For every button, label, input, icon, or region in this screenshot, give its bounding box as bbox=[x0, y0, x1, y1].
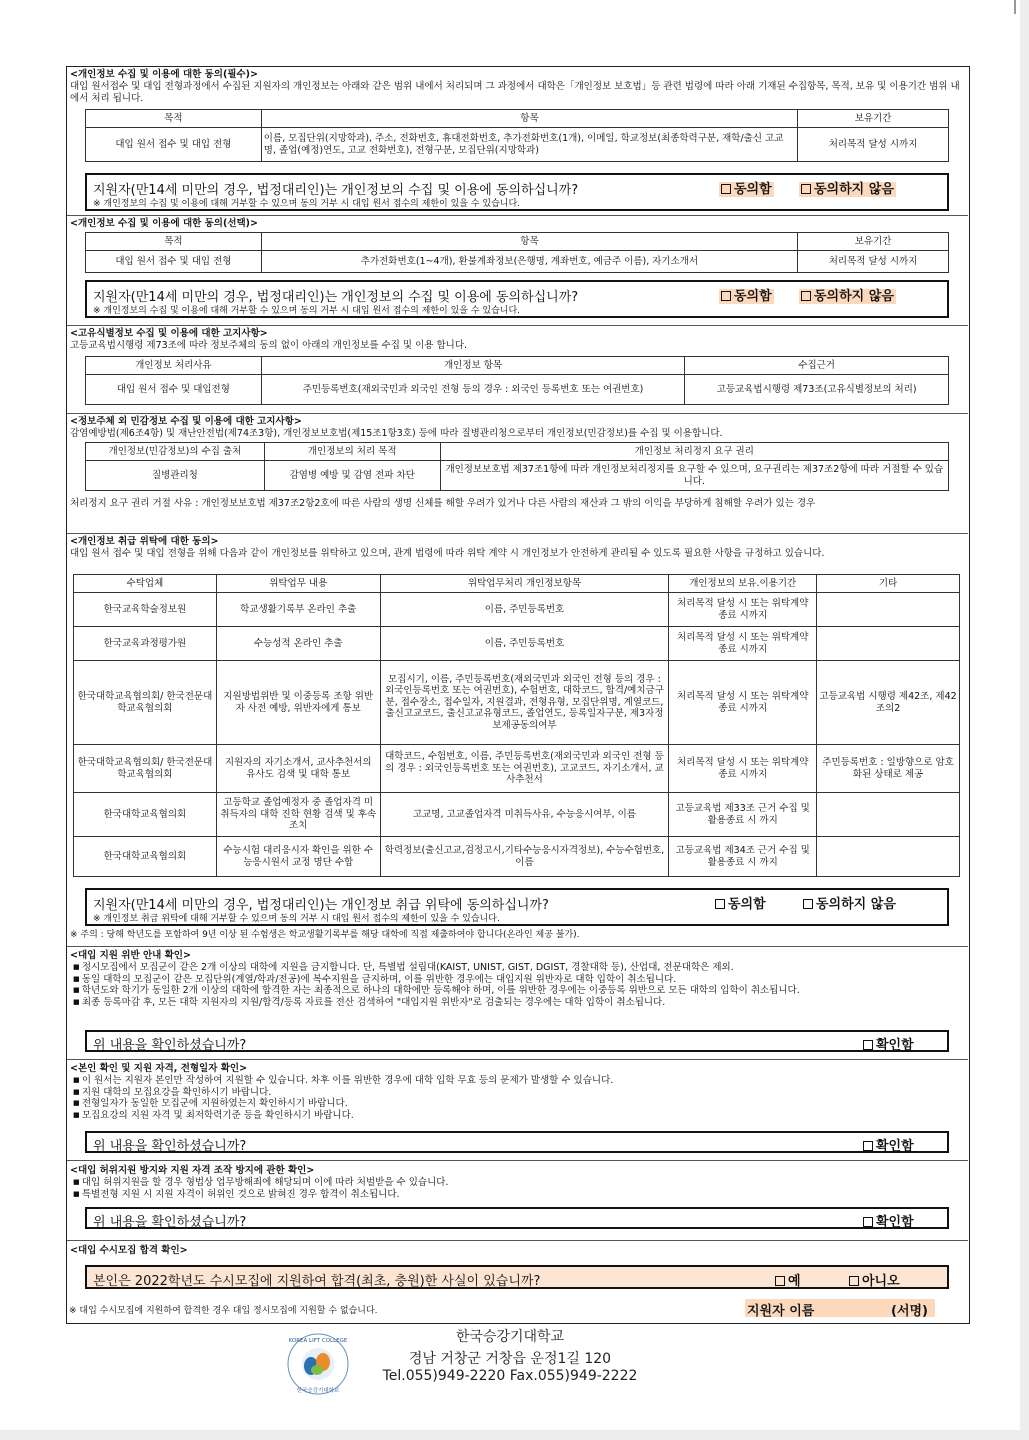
applicant-name-label: 지원자 이름 bbox=[747, 1304, 815, 1319]
table-cell: 대입 원서 접수 및 대입 전형 bbox=[86, 251, 262, 273]
table-header: 수집근거 bbox=[685, 357, 949, 375]
table-header: 항목 bbox=[261, 110, 797, 128]
section-title: <본인 확인 및 지원 자격, 전형일자 확인> bbox=[70, 1063, 248, 1074]
confirm-box bbox=[85, 1131, 949, 1153]
table-cell: 고등학교 졸업예정자 중 졸업자격 미취득자의 대학 진학 현황 검색 및 후속조치 bbox=[216, 793, 380, 837]
table-cell: 처리목적 달성 시 또는 위탁계약 종료 시까지 bbox=[669, 745, 817, 793]
section-intro: 대입 원서접수 및 대입 전형과정에서 수집된 지원자의 개인정보는 아래와 같은 범위 내에서 처리되며 그 과정에서 대학은「개인정보 보호법」등 관련 법령에 따라 아래 기재된 수집항목, 목적, 보유 및 이용기간 범위 내에서 처리 됩니다. bbox=[70, 81, 960, 104]
disagree-option[interactable]: 동의하지 않음 bbox=[799, 178, 896, 197]
table-cell bbox=[817, 627, 960, 661]
table-cell bbox=[817, 593, 960, 627]
list-item: ■ 최종 등록마감 후, 모든 대학 지원자의 지원/합격/등록 자료를 전산 검색하여 "대입지원 위반자"로 검출되는 경우에는 대학 입학이 취소됩니다. bbox=[67, 997, 968, 1009]
table-row bbox=[74, 745, 960, 793]
consent-question-box bbox=[85, 888, 949, 926]
table-cell: 한국대학교육협의회/ 한국전문대학교육협의회 bbox=[74, 745, 217, 793]
table-header: 목적 bbox=[86, 233, 262, 251]
section-false-application bbox=[67, 1161, 968, 1241]
agree-checkbox[interactable] bbox=[715, 899, 725, 909]
table-cell: 처리목적 달성 시 또는 위탁계약 종료 시까지 bbox=[669, 661, 817, 745]
section-violation-notice bbox=[67, 947, 968, 1060]
consent-note: ※ 개인정보의 수집 및 이용에 대해 거부할 수 있으며 동의 거부 시 대입 원서 접수의 제한이 있을 수 있습니다. bbox=[93, 306, 521, 316]
section-title: <개인정보 취급 위탁에 대한 동의> bbox=[70, 536, 219, 547]
agree-checkbox[interactable] bbox=[721, 291, 731, 301]
section-intro: 고등교육법시행령 제73조에 따라 정보주체의 동의 없이 아래의 개인정보를 수집 및 이용 합니다. bbox=[70, 340, 468, 351]
confirm-checkbox[interactable] bbox=[863, 1040, 873, 1050]
section-intro: 대입 원서 접수 및 대입 전형을 위해 다음과 같이 개인정보를 위탁하고 있으며, 관계 법령에 따라 위탁 계약 시 개인정보가 안전하게 관리될 수 있도록 필요한 사항을 규정하고 있습니다. bbox=[70, 548, 825, 559]
table-cell: 주민등록번호(재외국민과 외국인 전형 등의 경우 : 외국인 등록번호 또는 여권번호) bbox=[261, 375, 685, 405]
signature-label: (서명) bbox=[891, 1304, 928, 1319]
table-cell: 고등교육법시행령 제73조(고유식별정보의 처리) bbox=[685, 375, 949, 405]
applicant-signature-field[interactable] bbox=[745, 1299, 935, 1317]
list-item: ■ 학년도와 학기가 동일한 2개 이상의 대학에 합격한 자는 최종적으로 하나의 대학에만 등록해야 하며, 이를 위반한 경우에는 이중등록 위반으로 모든 대학의 입학이 취소됩니다. bbox=[67, 985, 965, 997]
table-cell: 학교생활기록부 온라인 추출 bbox=[216, 593, 380, 627]
confirm-option[interactable]: 확인함 bbox=[863, 1211, 914, 1230]
section-title: <개인정보 수집 및 이용에 대한 동의(선택)> bbox=[70, 218, 258, 229]
table-header: 개인정보 처리정지 요구 권리 bbox=[440, 443, 948, 461]
unique-id-table bbox=[85, 356, 949, 405]
table-header: 보유기간 bbox=[798, 233, 949, 251]
table-row bbox=[74, 837, 960, 877]
section-required-consent bbox=[67, 67, 968, 216]
table-cell: 처리목적 달성 시 또는 위탁계약 종료 시까지 bbox=[669, 627, 817, 661]
disagree-checkbox[interactable] bbox=[803, 899, 813, 909]
confirm-option[interactable]: 확인함 bbox=[863, 1034, 914, 1053]
table-cell: 수능시험 대리응시자 확인을 위한 수능응시원서 교정 명단 수합 bbox=[216, 837, 380, 877]
section-title: <정보주체 외 민감정보 수집 및 이용에 대한 고지사항> bbox=[70, 416, 302, 427]
school-name: 한국승강기대학교 bbox=[455, 1329, 565, 1345]
list-item: ■ 특별전형 지원 시 지원 자격이 허위인 것으로 밝혀진 경우 합격이 취소됩니다. bbox=[67, 1189, 968, 1201]
yes-checkbox[interactable] bbox=[775, 1276, 785, 1286]
disagree-option[interactable]: 동의하지 않음 bbox=[799, 285, 896, 304]
table-cell: 감염병 예방 및 감염 전파 차단 bbox=[264, 461, 440, 491]
consent-note: ※ 개인정보 취급 위탁에 대해 거부할 수 있으며 동의 거부 시 대입 원서 접수의 제한이 있을 수 있습니다. bbox=[93, 914, 500, 924]
table-cell: 대입 원서 접수 및 대입 전형 bbox=[86, 128, 262, 162]
section-title: <대입 지원 위반 안내 확인> bbox=[70, 950, 191, 961]
table-cell bbox=[817, 837, 960, 877]
table-row bbox=[74, 627, 960, 661]
page-edge bbox=[1014, 0, 1016, 14]
section-title: <개인정보 수집 및 이용에 대한 동의(필수)> bbox=[70, 69, 258, 80]
table-header: 항목 bbox=[261, 233, 797, 251]
table-cell: 이름, 주민등록번호 bbox=[380, 627, 669, 661]
table-cell: 이름, 주민등록번호 bbox=[380, 593, 669, 627]
table-cell bbox=[817, 793, 960, 837]
svg-text:KOREA LIFT COLLEGE: KOREA LIFT COLLEGE bbox=[288, 1338, 348, 1344]
refusal-reason: 처리정지 요구 권리 거절 사유 : 개인정보보호법 제37조2항2호에 따른 사람의 생명 신체를 해할 우려가 있거나 다른 사람의 재산과 그 밖의 이익을 부당하게 침해할 우려가 있는 경우 bbox=[70, 498, 816, 509]
consent-note: ※ 개인정보의 수집 및 이용에 대해 거부할 수 있으며 동의 거부 시 대입 원서 접수의 제한이 있을 수 있습니다. bbox=[93, 199, 521, 209]
table-cell: 한국대학교육협의회/ 한국전문대학교육협의회 bbox=[74, 661, 217, 745]
table-cell: 대학코드, 수험번호, 이름, 주민등록번호(재외국민과 외국인 전형 등의 경우 : 외국인등록번호 또는 여권번호), 고교코드, 자기소개서, 교사추천서 bbox=[380, 745, 669, 793]
consent-question: 지원자(만14세 미만의 경우, 법정대리인)는 개인정보의 수집 및 이용에 동의하십니까? bbox=[93, 183, 579, 198]
section-intro: 감염예방법(제6조4항) 및 재난안전법(제74조3항), 개인정보보호법(제15조1항3호) 등에 따라 질병관리청으로부터 개인정보(민감정보)를 수집 및 이용합니다. bbox=[70, 428, 723, 439]
confirm-checkbox[interactable] bbox=[863, 1217, 873, 1227]
table-cell: 지원자의 자기소개서, 교사추천서의 유사도 검색 및 대학 통보 bbox=[216, 745, 380, 793]
school-address: 경남 거창군 거창읍 운정1길 120 bbox=[408, 1351, 612, 1367]
outsourcing-table bbox=[73, 574, 960, 877]
table-header: 위탁업무처리 개인정보항목 bbox=[380, 575, 669, 593]
table-cell: 고교명, 고교졸업자격 미취득사유, 수능응시여부, 이름 bbox=[380, 793, 669, 837]
admission-question-box bbox=[85, 1265, 949, 1289]
consent-question: 지원자(만14세 미만의 경우, 법정대리인)는 개인정보 취급 위탁에 동의하십니까? bbox=[93, 898, 549, 913]
section-outsourcing-consent bbox=[67, 534, 968, 947]
disagree-option[interactable]: 동의하지 않음 bbox=[803, 893, 896, 912]
table-cell: 개인정보보호법 제37조1항에 따라 개인정보처리정지를 요구할 수 있으며, 요구권리는 제37조2항에 따라 거절할 수 있습니다. bbox=[440, 461, 948, 491]
required-items-table bbox=[85, 109, 949, 162]
table-header: 위탁업무 내용 bbox=[216, 575, 380, 593]
optional-items-table bbox=[85, 232, 949, 273]
section-title: <고유식별정보 수집 및 이용에 대한 고지사항> bbox=[70, 328, 268, 339]
list-item: ■ 대입 허위지원을 할 경우 형법상 업무방해죄에 해당되며 이에 따라 처벌받을 수 있습니다. bbox=[67, 1177, 968, 1189]
table-row bbox=[74, 661, 960, 745]
table-cell: 고등교육법 제34조 근거 수집 및 활용종료 시 까지 bbox=[669, 837, 817, 877]
table-cell: 처리목적 달성 시까지 bbox=[798, 251, 949, 273]
table-cell: 이름, 모집단위(지망학과), 주소, 전화번호, 휴대전화번호, 추가전화번호(1개), 이메일, 학교정보(최종학력구분, 재학/출신 고교명, 졸업(예정)연도, 고교 전화번호), 전형구분, 모집단위(지망학과) bbox=[261, 128, 797, 162]
table-header: 기타 bbox=[817, 575, 960, 593]
no-option[interactable]: 아니오 bbox=[849, 1270, 900, 1289]
table-cell: 고등교육법 시행령 제42조, 제42조의2 bbox=[817, 661, 960, 745]
no-checkbox[interactable] bbox=[849, 1276, 859, 1286]
confirm-question: 위 내용을 확인하셨습니까? bbox=[93, 1139, 247, 1154]
yes-option[interactable]: 예 bbox=[775, 1270, 801, 1289]
table-cell: 수능성적 온라인 추출 bbox=[216, 627, 380, 661]
sensitive-info-table bbox=[85, 442, 949, 491]
table-cell: 한국대학교육협의회 bbox=[74, 793, 217, 837]
confirm-box bbox=[85, 1030, 949, 1052]
list-item: ■ 모집요강의 지원 자격 및 최저학력기준 등을 확인하시기 바랍니다. bbox=[67, 1110, 968, 1122]
section-title: <대입 허위지원 방지와 지원 자격 조작 방지에 관한 확인> bbox=[70, 1165, 315, 1176]
table-cell: 질병관리청 bbox=[86, 461, 265, 491]
consent-form bbox=[66, 66, 970, 1324]
disagree-checkbox[interactable] bbox=[801, 184, 811, 194]
section-identity-check bbox=[67, 1060, 968, 1161]
table-cell: 한국교육학술정보원 bbox=[74, 593, 217, 627]
table-cell: 고등교육법 제33조 근거 수집 및 활용종료 시 까지 bbox=[669, 793, 817, 837]
table-cell: 주민등록번호 : 일방향으로 암호화된 상태로 제공 bbox=[817, 745, 960, 793]
section-early-admission-check bbox=[67, 1241, 968, 1323]
confirm-option[interactable]: 확인함 bbox=[863, 1135, 914, 1154]
table-cell: 처리목적 달성 시까지 bbox=[798, 128, 949, 162]
confirm-checkbox[interactable] bbox=[863, 1141, 873, 1151]
consent-question: 지원자(만14세 미만의 경우, 법정대리인)는 개인정보의 수집 및 이용에 동의하십니까? bbox=[93, 290, 579, 305]
table-header: 개인정보의 보유.이용기간 bbox=[669, 575, 817, 593]
confirm-box bbox=[85, 1207, 949, 1229]
disagree-checkbox[interactable] bbox=[801, 291, 811, 301]
school-contact: Tel.055)949-2220 Fax.055)949-2222 bbox=[382, 1368, 638, 1384]
consent-question-box bbox=[85, 280, 949, 318]
table-row bbox=[74, 793, 960, 837]
agree-option[interactable]: 동의함 bbox=[715, 893, 766, 912]
list-item: ■ 정시모집에서 모집군이 같은 2개 이상의 대학에 지원을 금지합니다. 단, 특별법 설립대(KAIST, UNIST, GIST, DGIST, 경찰대학 등), 산업대, 전문대학은 제외. bbox=[67, 962, 968, 974]
admission-note: ※ 대입 수시모집에 지원하여 합격한 경우 대입 정시모집에 지원할 수 없습니다. bbox=[69, 1306, 378, 1316]
list-item: ■ 동일 대학의 모집군이 같은 모집단위(계열/학과/전공)에 복수지원을 금지하며, 이를 위반한 경우에는 대입지원 위반자로 대학 입학이 취소됩니다. bbox=[67, 974, 968, 986]
list-item: ■ 이 원서는 지원자 본인만 작성하여 지원할 수 있습니다. 차후 이를 위반한 경우에 대학 입학 무효 등의 문제가 발생할 수 있습니다. bbox=[67, 1075, 968, 1087]
section-unique-id-notice bbox=[67, 326, 968, 414]
table-header: 보유기간 bbox=[798, 110, 949, 128]
table-row bbox=[74, 593, 960, 627]
table-header: 수탁업체 bbox=[74, 575, 217, 593]
table-header: 목적 bbox=[86, 110, 262, 128]
agree-option[interactable]: 동의함 bbox=[719, 285, 774, 304]
table-cell: 한국교육과정평가원 bbox=[74, 627, 217, 661]
svg-text:한국승강기대학교: 한국승강기대학교 bbox=[296, 1388, 340, 1394]
section-title: <대입 수시모집 합격 확인> bbox=[70, 1245, 188, 1256]
section-optional-consent bbox=[67, 216, 968, 326]
confirm-question: 위 내용을 확인하셨습니까? bbox=[93, 1038, 247, 1053]
admission-question: 본인은 2022학년도 수시모집에 지원하여 합격(최초, 충원)한 사실이 있습니까? bbox=[93, 1274, 541, 1289]
agree-checkbox[interactable] bbox=[721, 184, 731, 194]
table-cell: 학력정보(출신고교,검정고시,기타수능응시자격정보), 수능수험번호, 이름 bbox=[380, 837, 669, 877]
table-cell: 처리목적 달성 시 또는 위탁계약 종료 시까지 bbox=[669, 593, 817, 627]
table-header: 개인정보(민감정보)의 수집 출처 bbox=[86, 443, 265, 461]
table-header: 개인정보 항목 bbox=[261, 357, 685, 375]
table-cell: 대입 원서 접수 및 대입전형 bbox=[86, 375, 262, 405]
list-item: ■ 지원 대학의 모집요강을 확인하시기 바랍니다. bbox=[67, 1087, 968, 1099]
table-cell: 모집시기, 이름, 주민등록번호(재외국민과 외국인 전형 등의 경우 : 외국인등록번호 또는 여권번호), 수험번호, 대학코드, 합격/예치금구분, 접수장소, 접수일자, 지원결과, 전형유형, 모집단위명, 계열코드, 출신고교코드, 출신고교유형코드, 졸업연도, 등록일자구분, 제3자정보제공동의여부 bbox=[380, 661, 669, 745]
table-cell: 지원방법위반 및 이중등록 조항 위반자 사전 예방, 위반자에게 통보 bbox=[216, 661, 380, 745]
agree-option[interactable]: 동의함 bbox=[719, 178, 774, 197]
list-item: ■ 전형일자가 동일한 모집군에 지원하였는지 확인하시기 바랍니다. bbox=[67, 1098, 968, 1110]
table-header: 개인정보 처리사유 bbox=[86, 357, 262, 375]
consent-question-box bbox=[85, 173, 949, 211]
table-cell: 추가전화번호(1~4개), 환불계좌정보(은행명, 계좌번호, 예금주 이름), 자기소개서 bbox=[261, 251, 797, 273]
confirm-question: 위 내용을 확인하셨습니까? bbox=[93, 1215, 247, 1230]
section-sensitive-info-notice bbox=[67, 414, 968, 534]
table-cell: 한국대학교육협의회 bbox=[74, 837, 217, 877]
table-header: 개인정보의 처리 목적 bbox=[264, 443, 440, 461]
caution-note: ※ 주의 : 당해 학년도를 포함하여 9년 이상 된 수험생은 학교생활기록부를 해당 대학에 직접 제출하여야 합니다(온라인 제공 불가). bbox=[70, 930, 580, 940]
